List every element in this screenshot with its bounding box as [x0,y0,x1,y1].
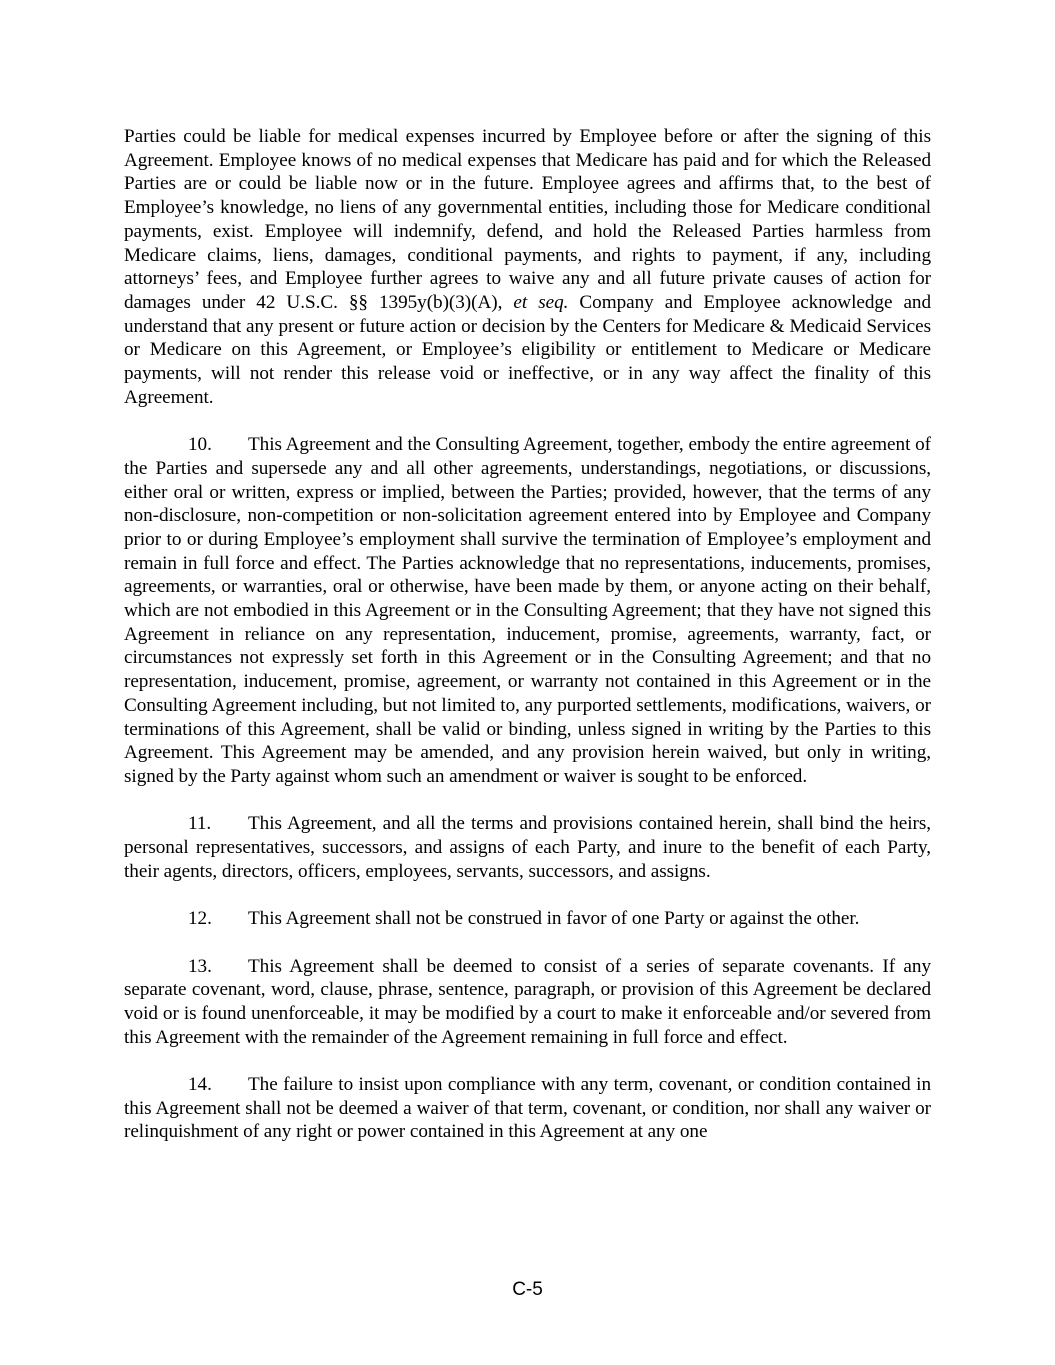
document-body [124,125,931,1168]
paragraph-11 [124,812,931,883]
paragraph-text: This Agreement, and all the terms and provisions contained herein, shall bind the heirs, personal representatives, successors, and assigns of each Party, and inure to the benefit of each Party, their agents, directors, officers, employees, servants, successors, and assigns. [124,813,931,882]
page-number: C-5 [512,1279,543,1300]
paragraph-number: 14. [188,1074,212,1096]
paragraph-12 [124,907,931,931]
paragraph-number: 12. [188,908,212,930]
continuation-text-start: Parties could be liable for medical expenses incurred by Employee before or after the signing of this Agreement. Employee knows of no medical expenses that Medicare has paid and for which the Released Parties are or could be liable now or in the future. Employee agrees and affirms that, to the best of Employee’s knowledge, no liens of any governmental entities, including those for Medicare conditional payments, exist. Employee will indemnify, defend, and hold the Released Parties harmless from Medicare claims, liens, damages, conditional payments, and rights to payment, if any, including attorneys’ fees, and Employee further agrees to waive any and all future private causes of action for damages under 42 U.S.C. §§ 1395y(b)(3)(A), [124,126,931,313]
paragraph-number: 13. [188,955,212,977]
paragraph-number: 11. [188,813,212,835]
paragraph-text: The failure to insist upon compliance with any term, covenant, or condition contained in this Agreement shall not be deemed a waiver of that term, covenant, or condition, nor shall any waiver or relinquishment of any right or power contained in this Agreement at any one [124,1074,931,1143]
paragraph-text: This Agreement shall not be construed in favor of one Party or against the other. [248,908,860,930]
continuation-text-end: Company and Employee acknowledge and understand that any present or future action or decision by the Centers for Medicare & Medicaid Services or Medicare on this Agreement, or Employee’s eligibility or entitlement to Medicare or Medicare payments, will not render this release void or ineffective, or in any way affect the finality of this Agreement. [124,291,932,408]
continuation-paragraph [124,125,931,409]
paragraph-14 [124,1073,931,1144]
paragraph-number: 10. [188,434,212,456]
continuation-italic-citation: et seq. [513,291,569,313]
paragraph-text: This Agreement shall be deemed to consist of a series of separate covenants. If any separate covenant, word, clause, phrase, sentence, paragraph, or provision of this Agreement be declared void or is found unenforceable, it may be modified by a court to make it enforceable and/or severed from this Agreement with the remainder of the Agreement remaining in full force and effect. [124,955,931,1048]
paragraph-text: This Agreement and the Consulting Agreement, together, embody the entire agreement of the Parties and supersede any and all other agreements, understandings, negotiations, or discussions, either oral or written, express or implied, between the Parties; provided, however, that the terms of any non-disclosure, non-competition or non-solicitation agreement entered into by Employee and Company prior to or during Employee’s employment shall survive the termination of Employee’s employment and remain in full force and effect. The Parties acknowledge that no representations, inducements, promises, agreements, or warranties, oral or otherwise, have been made by them, or anyone acting on their behalf, which are not embodied in this Agreement or in the Consulting Agreement; that they have not signed this Agreement in reliance on any representation, inducement, promise, agreements, warranty, fact, or circumstances not expressly set forth in this Agreement or in the Consulting Agreement; and that no representation, inducement, promise, agreement, or warranty not contained in this Agreement or in the Consulting Agreement including, but not limited to, any purported settlements, modifications, waivers, or terminations of this Agreement, shall be valid or binding, unless signed in writing by the Parties to this Agreement. This Agreement may be amended, and any provision herein waived, but only in writing, signed by the Party against whom such an amendment or waiver is sought to be enforced. [124,434,931,787]
paragraph-10 [124,433,931,789]
paragraph-13 [124,955,931,1050]
